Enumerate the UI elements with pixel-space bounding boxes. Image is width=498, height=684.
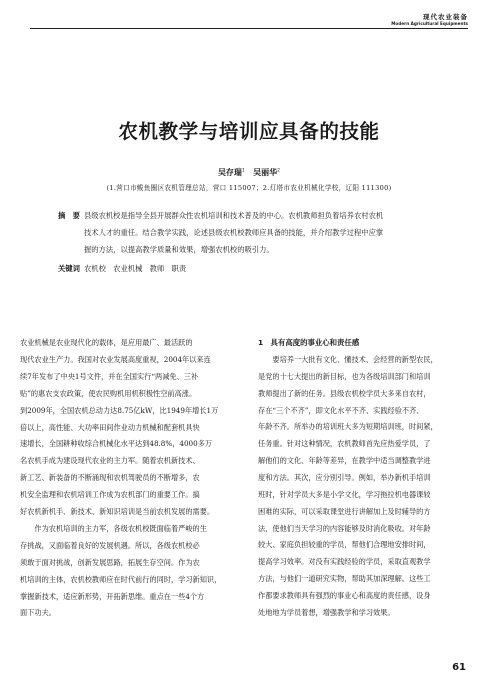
journal-name-cn: 现代农业装备 bbox=[423, 13, 468, 21]
body-text-line: 续7年发布了中央1号文件，并在全国实行“两减免、三补 bbox=[20, 371, 199, 381]
author-line bbox=[0, 167, 498, 178]
body-text-line: 好农机新机手、新技术、新知识培训是当前农机发展的需要。 bbox=[20, 507, 215, 516]
body-text-line: 作为农机培训的主力军，各级农机校既面临着严峻的生 bbox=[20, 523, 207, 533]
body-text-line: 班时，针对学员大多是小学文化，学习拖拉机电器课较 bbox=[258, 489, 431, 499]
abstract-line: 握的方法，以提高教学质量和效果，增强农机校的吸引力。 bbox=[84, 245, 274, 254]
body-text-line: 掌握新技术，适应新形势，开拓新思维。重点在一些4个方 bbox=[20, 591, 205, 601]
author-name: 吴存瑞 bbox=[217, 168, 242, 177]
author-affiliation-mark: 1 bbox=[241, 168, 245, 174]
body-text-line: 要培养一大批有文化、懂技术、会经营的新型农民， bbox=[258, 355, 438, 364]
body-text-line: 教师提出了新的任务。县级农机校学员大多来自农村， bbox=[258, 388, 431, 398]
body-text-line: 较大、家庭负担较重的学员，帮他们合理地安排时间， bbox=[258, 540, 431, 550]
body-text-line: 到2009年，全国农机总动力达8.75亿kW，比1949年增长1万 bbox=[20, 405, 219, 415]
body-text-line: 贴”的惠农支农政策，使农民购机用机积极性空前高涨。 bbox=[20, 388, 197, 398]
keywords-text: 农机校 农业机械 教师 职责 bbox=[84, 264, 187, 273]
body-text-line: 须敢于面对挑战，创新发展思路，拓展生存空间。作为农 bbox=[20, 557, 200, 567]
body-text-line: 存在“三个不齐”，即文化水平不齐、实践经验不齐、 bbox=[258, 405, 424, 415]
author-name: 吴丽华 bbox=[253, 168, 278, 177]
body-text-line: 速增长，全国耕种收综合机械化水平达到48.8%，4000多万 bbox=[20, 439, 213, 449]
body-text-line: 年龄不齐。所举办的培训班大多为短期培训班，时间紧， bbox=[258, 422, 438, 432]
abstract-line: 县级农机校是指导全县开展群众性农机培训和技术普及的中心。农机教师担负着培养农村农机 bbox=[84, 211, 384, 220]
abstract-line: 技术人才的重任。结合教学实践，论述县级农机校教师应具备的技能，并介绍教学过程中应掌 bbox=[84, 228, 384, 237]
body-text-line: 方法，与他们一道研究实物，帮助其加深理解。这些工 bbox=[258, 574, 431, 584]
body-text-line: 是党的十七大提出的新目标，也为各级培训部门和培训 bbox=[258, 371, 431, 381]
section-heading: 1 具有高度的事业心和责任感 bbox=[258, 338, 360, 347]
body-text-line: 法，使他们当天学习的内容能够及时消化吸收。对年龄 bbox=[258, 523, 431, 533]
body-text-line: 现代农业生产力。我国对农业发展高度重视，2004年以来连 bbox=[20, 354, 211, 364]
body-text-line: 解他们的文化、年龄等差异，在教学中适当调整教学进 bbox=[258, 456, 431, 466]
body-text-line: 作都要求教师具有强烈的事业心和高度的责任感，设身 bbox=[258, 590, 431, 600]
body-text-line: 困难的实际，可以采取课堂进行讲解加上及时辅导的方 bbox=[258, 506, 431, 516]
body-text-line: 处地地为学员着想，增强教学和学习效果。 bbox=[258, 607, 395, 617]
body-text-line: 面下功夫。 bbox=[20, 608, 56, 618]
body-text-line: 任务重。针对这种情况，农机教师首先应热爱学员，了 bbox=[258, 439, 431, 449]
body-text-line: 机培训的主体，农机校教师应在时代前行的同时，学习新知识， bbox=[20, 574, 222, 584]
body-text-line: 度和方法。其次，应分别引导。例如，举办新机手培训 bbox=[258, 472, 431, 482]
body-text-line: 机安全监理和农机培训工作成为农机部门的重要工作。搞 bbox=[20, 490, 200, 500]
body-text-line: 提高学习效率。对没有实践经验的学员，采取直观教学 bbox=[258, 557, 431, 567]
body-text-line: 存挑战，又面临着良好的发展机遇。所以，各级农机校必 bbox=[20, 540, 200, 550]
author-affiliation: (1.营口市鲅鱼圈区农机管理总站，营口 115007；2.灯塔市农业机械化学校，辽阳 111300) bbox=[106, 184, 392, 192]
abstract-label: 摘 要 bbox=[58, 211, 80, 220]
keywords-label: 关键词 bbox=[58, 264, 80, 273]
body-text-line: 新工艺、新装备的不断涌现和农机驾驶员的不断增多，农 bbox=[20, 473, 200, 483]
journal-name-en: Modern Agricultural Equipments bbox=[391, 21, 468, 26]
body-text-line: 倍以上，高性能、大功率田间作业动力机械和配套机具快 bbox=[20, 422, 200, 432]
author-affiliation-mark: 2 bbox=[277, 168, 281, 174]
body-text-line: 名农机手成为建设现代农业的主力军。随着农机新技术、 bbox=[20, 456, 200, 466]
article-title: 农机教学与培训应具备的技能 bbox=[118, 120, 380, 143]
body-text-line: 农业机械是农业现代化的载体，是应用最广、最活跃的 bbox=[20, 338, 193, 347]
header-rule bbox=[30, 28, 468, 29]
page-number: 61 bbox=[452, 662, 466, 673]
